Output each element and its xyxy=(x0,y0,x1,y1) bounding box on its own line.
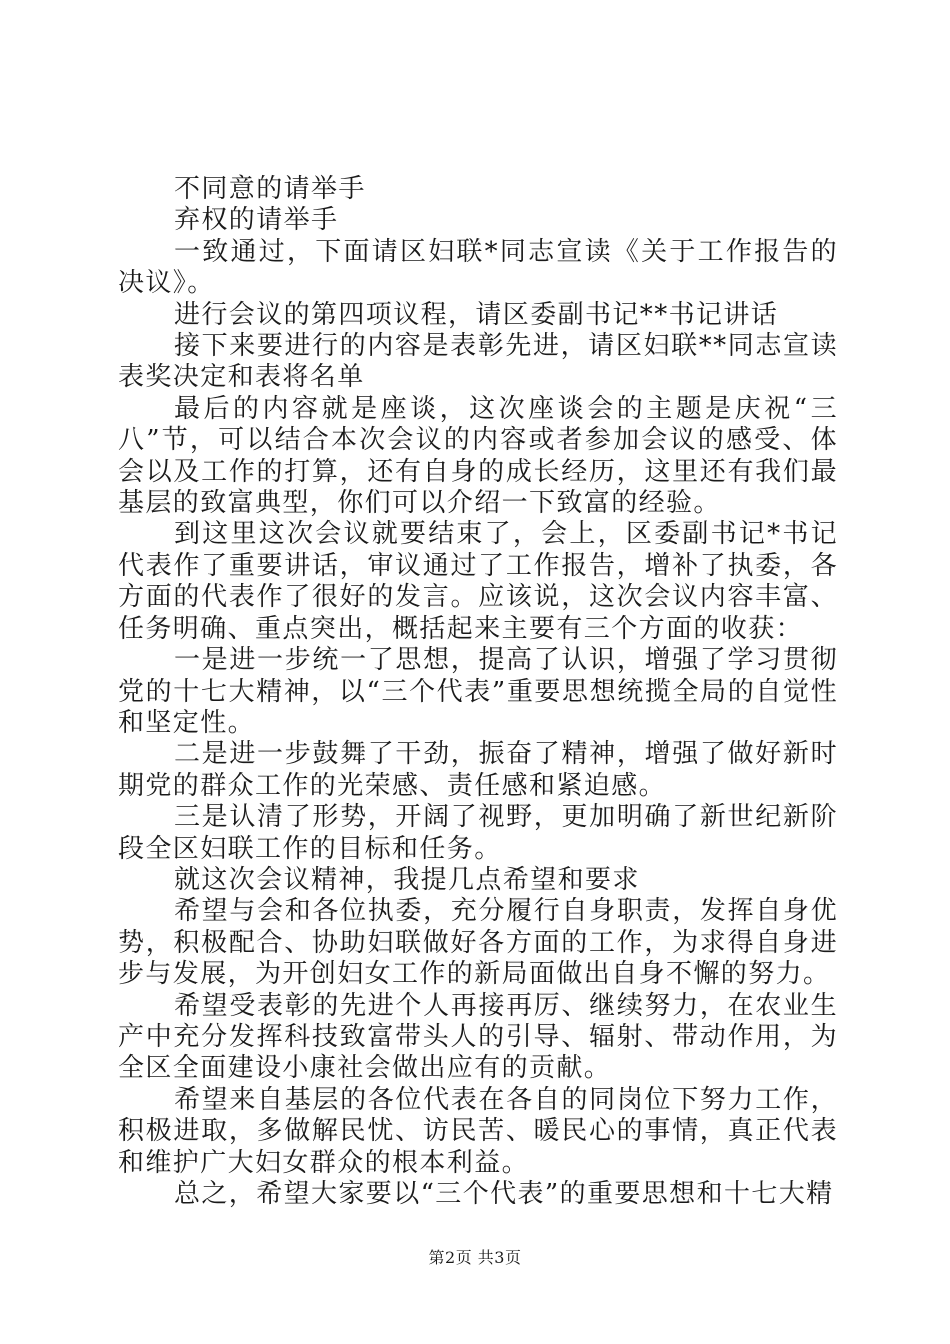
page-number: 第2页 共3页 xyxy=(428,1248,522,1267)
paragraph-9: 二是进一步鼓舞了干劲，振奋了精神，增强了做好新时期党的群众工作的光荣感、责任感和紧迫感。 xyxy=(118,739,838,801)
paragraph-13: 希望受表彰的先进个人再接再厉、继续努力，在农业生产中充分发挥科技致富带头人的引导、辐射、带动作用，为全区全面建设小康社会做出应有的贡献。 xyxy=(118,990,838,1084)
paragraph-4: 进行会议的第四项议程，请区委副书记**书记讲话 xyxy=(174,299,779,330)
paragraph-5: 接下来要进行的内容是表彰先进，请区妇联**同志宣读表奖决定和表将名单 xyxy=(118,331,838,393)
page-footer xyxy=(0,1245,950,1268)
paragraph-14: 希望来自基层的各位代表在各自的同岗位下努力工作，积极进取，多做解民忧、访民苦、暖民心的事情，真正代表和维护广大妇女群众的根本利益。 xyxy=(118,1084,838,1178)
document-body xyxy=(118,174,838,1210)
paragraph-12: 希望与会和各位执委，充分履行自身职责，发挥自身优势，积极配合、协助妇联做好各方面的工作，为求得自身进步与发展，为开创妇女工作的新局面做出自身不懈的努力。 xyxy=(118,896,838,990)
paragraph-8: 一是进一步统一了思想，提高了认识，增强了学习贯彻党的十七大精神，以“三个代表”重要思想统揽全局的自觉性和坚定性。 xyxy=(118,645,838,738)
paragraph-3: 一致通过，下面请区妇联*同志宣读《关于工作报告的决议》。 xyxy=(118,236,838,299)
paragraph-2: 弃权的请举手 xyxy=(174,205,339,236)
paragraph-15: 总之，希望大家要以“三个代表”的重要思想和十七大精 xyxy=(174,1179,834,1209)
paragraph-7: 到这里这次会议就要结束了，会上，区委副书记*书记代表作了重要讲话，审议通过了工作报告，增补了执委，各方面的代表作了很好的发言。应该说，这次会议内容丰富、任务明确、重点突出，概括起来主要有三个方面的收获： xyxy=(118,519,838,644)
paragraph-10: 三是认清了形势，开阔了视野，更加明确了新世纪新阶段全区妇联工作的目标和任务。 xyxy=(118,802,838,864)
paragraph-6: 最后的内容就是座谈，这次座谈会的主题是庆祝“三八”节，可以结合本次会议的内容或者参加会议的感受、体会以及工作的打算，还有自身的成长经历，这里还有我们最基层的致富典型，你们可以介绍一下致富的经验。 xyxy=(118,393,838,519)
paragraph-1: 不同意的请举手 xyxy=(174,174,366,204)
paragraph-11: 就这次会议精神，我提几点希望和要求 xyxy=(174,864,640,895)
